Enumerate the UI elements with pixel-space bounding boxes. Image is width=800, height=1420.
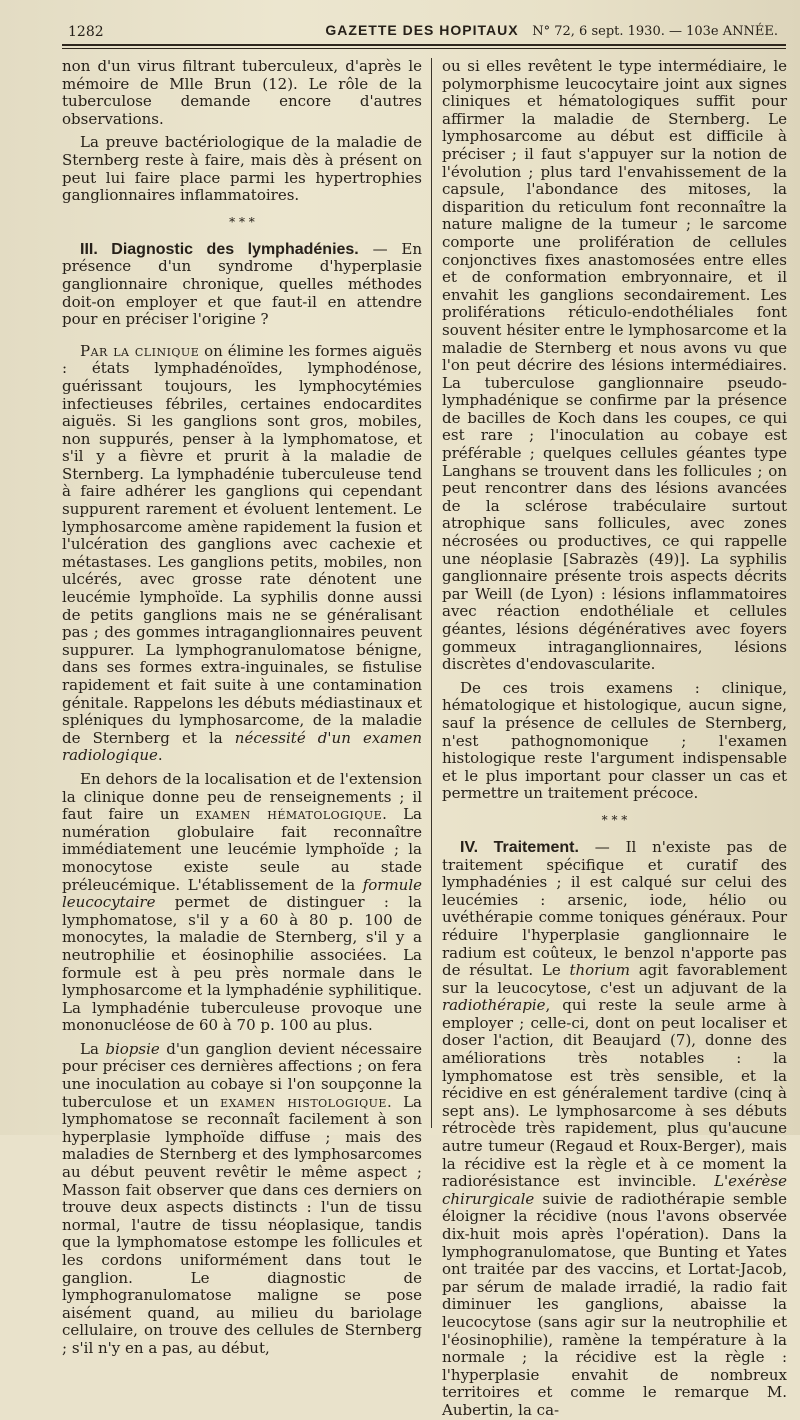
paragraph-text: d'un ganglion devient nécessaire pour préciser ces dernières affections ; on fera une inoculation au cobaye si l'on soupçonne la tuberculose et un xyxy=(62,1039,423,1111)
left-column xyxy=(62,57,423,1357)
emphasis: biopsie xyxy=(105,1039,160,1058)
emphasis: formule leucocytaire xyxy=(62,875,422,912)
right-column xyxy=(442,57,787,1419)
paragraph: non d'un virus filtrant tuberculeux, d'après le mémoire de Mlle Brun (12). Le rôle de la tuberculose demande encore d'autres observations. xyxy=(62,57,422,128)
paragraph-text: . La lymphomatose se reconnaît facilement à son hyperplasie lymphoïde diffuse ; mais des maladies de Sternberg et des lymphosarcomes au début peuvent revêtir le même aspect ; Masson fait observer que dans ces derniers on trouve deux aspects distincts : l'un de tissu normal, l'autre de tissu néoplasique, tandis que la lymphomatose estompe les follicules et les cordons uniformément dans tout le ganglion. Le diagnostic de lymphogranulomatose maligne se pose aisément quand, au milieu du bariolage cellulaire, on trouve des cellules de Sternberg ; s'il n'y en a pas, au début, xyxy=(62,1092,422,1357)
journal-title: GAZETTE DES HOPITAUX xyxy=(325,22,519,38)
emphasis: L'exérèse chirurgicale xyxy=(442,1172,787,1208)
paragraph-text: suivie de radiothérapie semble éloigner la récidive (nous l'avons observée dix-huit mois après l'opération). Dans la lymphogranulomatose, que Bunting et Yates ont traitée par des vaccins, et Lortat-Jacob, par sérum de malade irradié, la radio fait diminuer les ganglions, abaisse la leucocytose (sans agir sur la neutrophilie et l'éosinophilie), ramène la température à la normale ; la récidive est la règle : l'hyperplasie envahit de nombreux territoires et comme le remarque M. Aubertin, la ca- xyxy=(442,1189,787,1419)
section-heading: IV. Traitement. xyxy=(460,838,579,856)
paragraph-text: . xyxy=(157,746,163,765)
emphasis: nécessité d'un examen radiologique xyxy=(62,728,422,765)
paragraph xyxy=(62,343,422,765)
paragraph: ou si elles revêtent le type intermédiaire, le polymorphisme leucocytaire joint aux signes cliniques et hématologiques suffit pour affirmer la maladie de Sternberg. Le lymphosarcome au début est difficile à préciser ; il faut s'appuyer sur la notion de l'évolution ; plus tard l'envahissement de la capsule, l'abondance des mitoses, la disparition du reticulum font reconnaître la nature maligne de la tumeur ; le sarcome comporte une prolifération de cellules conjonctives fixes anastomosées entre elles et de conformation embryonnaire, et il envahit les ganglions secondairement. Les proliférations réticulo-endothéliales font souvent hésiter entre le lymphosarcome et la maladie de Sternberg et nous avons vu que l'on peut décrire des lésions intermédiaires. La tuberculose ganglionnaire pseudo-lymphadénique se confirme par la présence de bacilles de Koch dans les coupes, ce qui est rare ; l'inoculation au cobaye est préférable ; quelques cellules géantes type Langhans se trouvent dans les follicules ; on peut rencontrer dans des lésions avancées de la sclérose trabéculaire surtout atrophique sans follicules, avec zones nécrosées ou productives, ce qui rappelle une néoplasie [Sabrazès (49)]. La syphilis ganglionnaire présente trois aspects décrits par Weill (de Lyon) : lésions inflammatoires avec réaction endothéliale et cellules géantes, lésions dégénératives avec foyers gommeux intraganglionnaires, lésions discrètes d'endovascularite. xyxy=(442,57,787,674)
paragraph-text: permet de distinguer : la lymphomatose, s'il y a 60 à 80 p. 100 de monocytes, la maladie de Sternberg, s'il y a neutrophilie et éosinophilie associées. La formule est à peu près normale dans le lymphosarcome et la lymphadénie syphilitique. La lymphadénie tuberculeuse provoque une mononucléose de 60 à 70 p. 100 au plus. xyxy=(62,893,422,1035)
paragraph-text: on élimine les formes aiguës : états lymphadénoïdes, lymphodénose, guérissant toujours, les lymphocytémies infectieuses fébriles, certaines endocardites aiguës. Si les ganglions sont gros, mobiles, non suppurés, penser à la lymphomatose, et s'il y a fièvre et prurit à la maladie de Sternberg. La lymphadénie tuberculeuse tend à faire adhérer les ganglions qui cependant suppurent rarement et évoluent lentement. Le lymphosarcome amène rapidement la fusion et l'ulcération des ganglions avec cachexie et métastases. Les ganglions petits, mobiles, non ulcérés, avec grosse rate dénotent une leucémie lymphoïde. La syphilis donne aussi de petits ganglions mais ne se généralisant pas ; des gommes intraganglionnaires peuvent suppurer. La lymphogranulomatose bénigne, dans ses formes extra-inguinales, se fistulise rapidement et fait suite à une contamination génitale. Rappelons les débuts médiastinaux et spléniques du lymphosarcome, de la maladie de Sternberg et la xyxy=(62,341,422,747)
page-number: 1282 xyxy=(68,24,104,40)
small-caps-term: examen hématologique xyxy=(195,805,383,824)
section-separator: * * * xyxy=(601,812,628,827)
section-separator: * * * xyxy=(229,214,255,229)
paragraph-text: agit favorablement sur la leucocytose, c'est un adjuvant de la xyxy=(442,961,787,997)
column-divider xyxy=(431,58,432,1128)
emphasis: thorium xyxy=(569,961,631,980)
page-header xyxy=(62,18,782,44)
header-rule-thin xyxy=(62,48,786,49)
paragraph: La preuve bactériologique de la maladie de Sternberg reste à faire, mais dès à présent on peut lui faire place parmi les hypertrophies ganglionnaires inflammatoires. xyxy=(62,133,422,205)
section-4-paragraph xyxy=(442,839,787,1420)
section-3-paragraph xyxy=(62,241,422,329)
small-caps-term: examen histologique xyxy=(220,1092,387,1111)
paragraph-text: — En présence d'un syndrome d'hyperplasie ganglionnaire chronique, quelles méthodes doit-on employer et que faut-il en attendre pour en préciser l'origine ? xyxy=(62,239,422,329)
paragraph-text: En dehors de la localisation et de l'extension la clinique donne peu de renseignements ; il faut faire un xyxy=(62,769,422,824)
section-heading: III. Diagnostic des lymphadénies. xyxy=(80,240,359,258)
run-in-heading: Par la clinique xyxy=(80,341,200,360)
emphasis: radiothérapie xyxy=(442,996,546,1015)
paragraph-text: La xyxy=(80,1039,106,1058)
header-rule xyxy=(62,44,786,46)
paragraph: De ces trois examens : clinique, hématologique et histologique, aucun signe, sauf la présence de cellules de Sternberg, n'est pathognomonique ; l'examen histologique reste l'argument indispensable et le plus important pour classer un cas et permettre un traitement précoce. xyxy=(442,678,787,803)
issue-info: N° 72, 6 sept. 1930. — 103e ANNÉE. xyxy=(532,24,778,39)
paragraph xyxy=(62,1041,422,1358)
paragraph-text: , qui reste la seule arme à employer ; celle-ci, dont on peut localiser et doser l'action, dit Beaujard (7), donne des améliorations très notables : la lymphomatose est très sensible, et la récidive en est généralement tardive (cinq à sept ans). Le lymphosarcome à ses débuts rétrocède très rapidement, plus qu'aucune autre tumeur (Regaud et Roux-Berger), mais la récidive est la règle et à ce moment la radiorésistance est invincible. xyxy=(442,996,787,1191)
paragraph-text: . La numération globulaire fait reconnaître immédiatement une leucémie lymphoïde ; la monocytose existe seule au stade préleucémique. L'établissement de la xyxy=(62,805,422,894)
paragraph xyxy=(62,771,422,1035)
paragraph-text: — Il n'existe pas de traitement spécifique et curatif des lymphadénies ; il est calqué sur celui des leucémies : arsenic, iode, hélio ou uvéthérapie comme toniques généraux. Pour réduire l'hyperplasie ganglionnaire le radium est coûteux, le benzol n'apporte pas de résultat. Le xyxy=(442,837,787,980)
